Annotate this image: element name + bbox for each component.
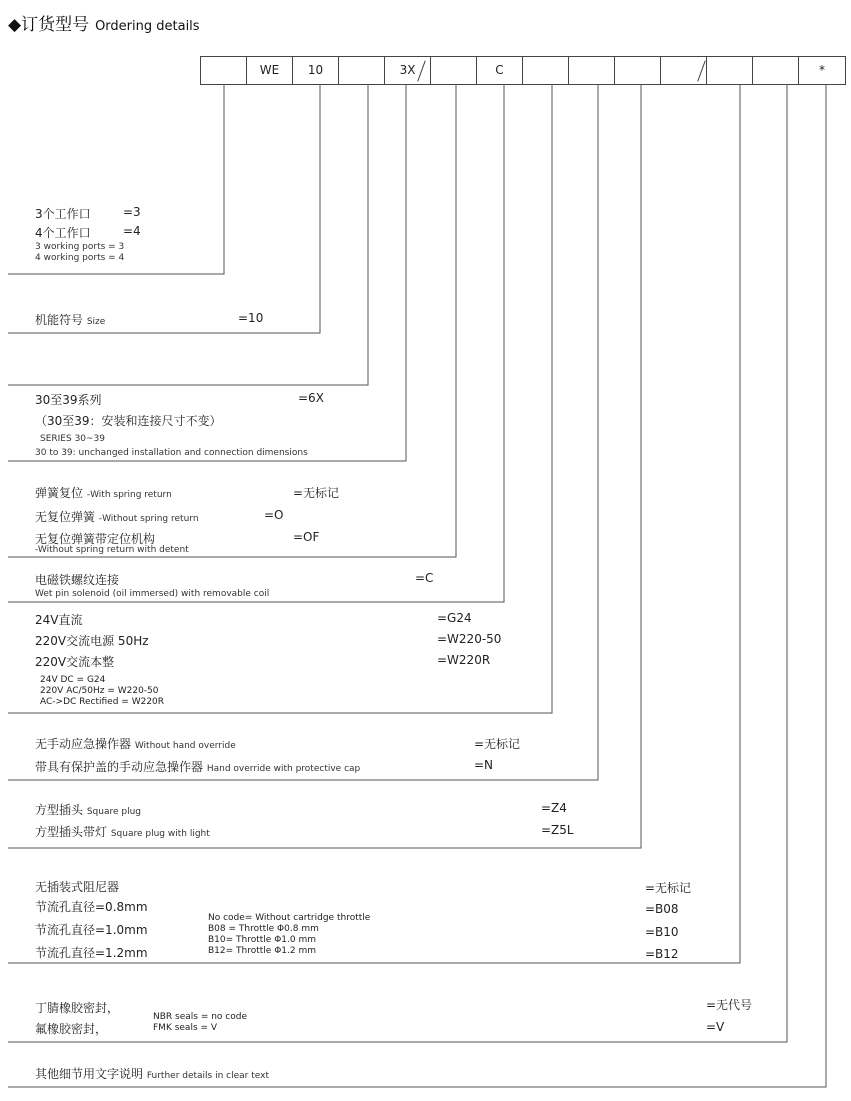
- throttle-10-label: 节流孔直径=1.0mm: [35, 923, 148, 937]
- dc24-value: =G24: [437, 611, 472, 625]
- title-en: Ordering details: [95, 19, 200, 34]
- plug-light-value: =Z5L: [541, 823, 574, 837]
- seal-note-1: NBR seals = no code: [153, 1012, 247, 1022]
- dc24-label: 24V直流: [35, 613, 83, 627]
- code-cell-5: 3X: [385, 57, 431, 84]
- title-zh: ◆订货型号: [8, 15, 90, 35]
- fkm-seal-value: =V: [706, 1020, 725, 1034]
- voltage-note-2: 220V AC/50Hz = W220-50: [40, 686, 159, 696]
- rectified-value: =W220R: [437, 653, 491, 667]
- no-throttle-value: =无标记: [645, 881, 692, 895]
- solenoid-value: =C: [415, 571, 434, 585]
- voltage-note-1: 24V DC = G24: [40, 675, 106, 685]
- ports-3-note: 3 working ports = 3: [35, 242, 125, 252]
- ports-3-label: 3个工作口: [35, 207, 91, 221]
- series-value: =6X: [298, 391, 324, 405]
- code-cell-2: WE: [247, 57, 293, 84]
- seal-note-2: FMK seals = V: [153, 1023, 218, 1033]
- series-note-1: SERIES 30~39: [40, 434, 106, 444]
- no-spring-label: 无复位弹簧 -Without spring return: [35, 510, 199, 524]
- override-label: 带具有保护盖的手动应急操作器 Hand override with protective cap: [35, 760, 361, 774]
- code-cell-3: 10: [293, 57, 339, 84]
- throttle-08-value: =B08: [645, 902, 679, 916]
- nbr-seal-label: 丁腈橡胶密封，: [35, 1001, 120, 1015]
- throttle-note-2: B08 = Throttle Φ0.8 mm: [208, 924, 319, 934]
- throttle-08-label: 节流孔直径=0.8mm: [35, 900, 148, 914]
- detent-note: -Without spring return with detent: [35, 545, 189, 555]
- detent-label: 无复位弹簧带定位机构: [35, 532, 156, 546]
- ac220-label: 220V交流电源 50Hz: [35, 634, 149, 648]
- square-plug-label: 方型插头 Square plug: [35, 803, 142, 817]
- code-cell-7: C: [477, 57, 523, 84]
- square-plug-value: =Z4: [541, 801, 567, 815]
- spring-return-label: 弹簧复位 -With spring return: [35, 486, 172, 500]
- rectified-label: 220V交流本整: [35, 655, 115, 669]
- no-override-label: 无手动应急操作器 Without hand override: [35, 737, 236, 751]
- fkm-seal-label: 氟橡胶密封，: [35, 1022, 108, 1036]
- throttle-12-value: =B12: [645, 947, 679, 961]
- ports-4-value: =4: [123, 224, 141, 238]
- no-throttle-label: 无插装式阻尼器: [35, 880, 120, 894]
- solenoid-note: Wet pin solenoid (oil immersed) with removable coil: [35, 589, 270, 599]
- code-cell-14: *: [819, 63, 825, 77]
- no-spring-value: =O: [264, 508, 284, 522]
- further-details-label: 其他细节用文字说明 Further details in clear text: [35, 1067, 269, 1081]
- override-value: =N: [474, 758, 494, 772]
- spring-return-value: =无标记: [293, 486, 340, 500]
- detent-value: =OF: [293, 530, 320, 544]
- throttle-note-3: B10= Throttle Φ1.0 mm: [208, 935, 316, 945]
- plug-light-label: 方型插头带灯 Square plug with light: [35, 825, 210, 839]
- throttle-note-1: No code= Without cartridge throttle: [208, 913, 371, 923]
- ports-4-label: 4个工作口: [35, 226, 91, 240]
- size-label: 机能符号 Size: [35, 313, 106, 327]
- series-note-2: 30 to 39: unchanged installation and connection dimensions: [35, 448, 308, 458]
- size-value: =10: [238, 311, 264, 325]
- series-note-zh: （30至39：安装和连接尺寸不变）: [35, 414, 222, 428]
- voltage-note-3: AC->DC Rectified = W220R: [40, 697, 165, 707]
- solenoid-label: 电磁铁螺纹连接: [35, 573, 120, 587]
- series-label: 30至39系列: [35, 393, 102, 407]
- ports-4-note: 4 working ports = 4: [35, 253, 125, 263]
- throttle-10-value: =B10: [645, 925, 679, 939]
- ports-3-value: =3: [123, 205, 141, 219]
- throttle-note-4: B12= Throttle Φ1.2 mm: [208, 946, 316, 956]
- no-override-value: =无标记: [474, 737, 521, 751]
- ac220-value: =W220-50: [437, 632, 502, 646]
- nbr-seal-value: =无代号: [706, 998, 753, 1012]
- throttle-12-label: 节流孔直径=1.2mm: [35, 946, 148, 960]
